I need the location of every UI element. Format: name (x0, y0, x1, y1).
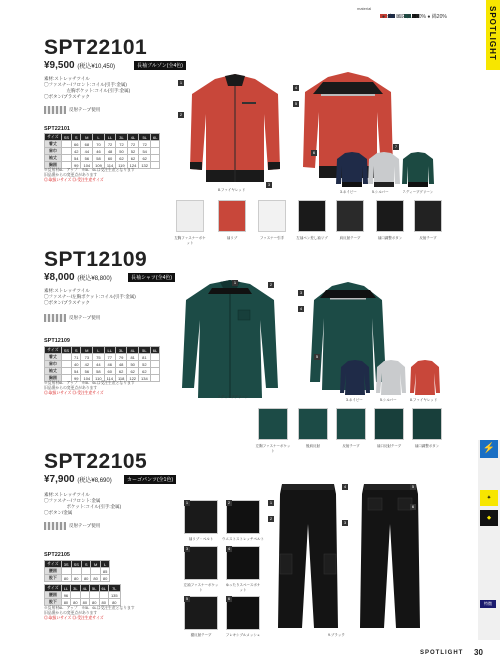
p2-color-label: 7.ディープグリーン (218, 395, 249, 399)
product-3-spec (44, 492, 121, 516)
p2-detail-label: 後肩反射 (306, 444, 320, 448)
callout-2: 2 (179, 112, 183, 117)
p2-tape-label: 反射テープ使用 (69, 315, 101, 320)
p1-detail-label: ファスナー引手 (259, 236, 285, 240)
product-2-type: 長袖シャツ(全4色) (128, 273, 175, 282)
p1-note: 旧品番からの変更点があります (44, 173, 98, 177)
callout-4: 4 (294, 85, 298, 90)
p2-color-silver (376, 360, 406, 396)
material-label: material (357, 6, 372, 11)
side-badge-black: ◆ (480, 510, 498, 526)
p1-detail-label: 袖リブ (226, 236, 238, 240)
p1-detail-label: 左袖ペン差し袖リブ (296, 236, 328, 240)
p1-color-label: 8.ファイヤレッド (218, 188, 246, 192)
callout-7: 7 (394, 144, 398, 149)
p3-spec-line: 素材:ストレッチツイル (44, 492, 90, 497)
p2-color-label: 3.ネイビー (346, 398, 363, 402)
p2-detail-label: 袖口調整ボタン (414, 444, 440, 448)
p3-detail-label: ウエストストレッチベルト (222, 537, 264, 541)
p1-detail-label: 肩反射テープ (339, 236, 361, 240)
product-2-price (44, 272, 112, 283)
side-feature-tag (480, 600, 496, 608)
callout-1: 1 (269, 500, 273, 505)
p3-tape-label: 反射テープ使用 (69, 523, 101, 528)
reflective-tape-icon (44, 106, 66, 114)
p1-color-label: 7.ディープグリーン (403, 190, 434, 194)
material-header (357, 6, 371, 11)
p2-detail-label: 反射テープ (342, 444, 360, 448)
product-1-price (44, 60, 115, 71)
footer-brand-label: SPOTLIGHT (420, 650, 464, 656)
product-3-type: カーゴパンツ(全1色) (124, 475, 176, 484)
callout-1: 1 (233, 280, 237, 285)
product-2-price-value: ¥8,000 (44, 272, 75, 283)
p1-color-label: 3.ネイビー (340, 190, 357, 194)
product-3-model: SPT22105 (44, 450, 148, 473)
callout-5: 5 (315, 354, 319, 359)
product-3-price-value: ¥7,900 (44, 474, 75, 485)
p2-spec-line: ◯ファスナー/左胸ポケット:コイル(引手:金属) (44, 294, 136, 299)
p3-note-red: ◎:取扱いサイズ ◎:受注生産サイズ (44, 616, 104, 620)
callout-1: 1 (185, 500, 189, 505)
callout-6: 6 (312, 150, 316, 155)
callout-3: 3 (185, 546, 189, 551)
p1-color-green (402, 152, 434, 188)
p3-spec-line: ◯ファスナー/フロント:金属 (44, 498, 101, 503)
callout-4: 4 (299, 306, 303, 311)
p1-detail-7 (414, 200, 442, 232)
p2-color-label: 8.ファイヤレッド (410, 398, 438, 402)
callout-3: 3 (299, 290, 303, 295)
product-3-price-tax: (税込¥8,690) (77, 478, 112, 484)
callout-5: 5 (411, 484, 415, 489)
callout-2: 2 (227, 500, 231, 505)
p1-jacket-front (190, 74, 280, 186)
callout-4: 4 (227, 546, 231, 551)
product-1-spec (44, 76, 130, 100)
p1-detail-4 (298, 200, 326, 232)
p2-shirt-front (182, 280, 278, 400)
p2-size-table: サイズ SS S M L LL 3L 4L 5L 6L 着丈 71 73 75 77 79 81 81 肩巾 40 42 44 46 48 50 52 袖丈 54 56 58 60 62 62 62 胸囲 99 104 110 114 118 122 134 (44, 346, 160, 382)
reflective-tape-icon (44, 314, 66, 322)
p1-detail-label: 左胸ファスナーポケット (174, 236, 206, 245)
material-composition: ● ポリエステル80% ● 綿20% (382, 14, 447, 20)
footer-brand (420, 650, 463, 656)
product-2-price-tax: (税込¥8,800) (77, 276, 112, 282)
p3-size-table-2: サイズ LL 3L 4L 5L 6L 7L 腰囲 96 135 股下 80 80 80 80 80 80 (44, 584, 121, 606)
p1-color-label: 5.シルバー (372, 190, 389, 194)
p1-spec-line: 左胸ポケット:コイル(引手:金属) (44, 88, 131, 93)
reflective-tape-icon (44, 522, 66, 530)
product-1-model: SPT22101 (44, 36, 148, 59)
p3-spec-line: ポケット:コイル(引手:金属) (44, 504, 122, 509)
p3-notes (44, 606, 135, 621)
product-1-price-value: ¥9,500 (44, 60, 75, 71)
product-1-tape (44, 106, 100, 114)
p2-detail-1 (258, 408, 288, 440)
p2-note-red: ◎:取扱いサイズ ◎:受注生産サイズ (44, 391, 104, 395)
p2-note: ※反射材6Lアップ ※5L6Lは受注生産となります (44, 381, 135, 385)
p2-detail-2 (298, 408, 328, 440)
p1-detail-label: 袖口調整ボタン (377, 236, 403, 240)
p3-detail-label: 袖リブ・ベルト (188, 537, 214, 541)
p1-spec-line: 素材:ストレッチツイル (44, 76, 90, 81)
p3-spec-line: ◯ボタン/金属 (44, 510, 73, 515)
p2-color-navy (340, 360, 370, 396)
p2-detail-3 (336, 408, 366, 440)
p1-note: ※反射材6Lアップ ※5L6Lは受注生産となります (44, 168, 135, 172)
p1-detail-2 (218, 200, 246, 232)
p2-spec-line: ◯ボタン/プラスチック (44, 300, 90, 305)
p2-detail-4 (374, 408, 404, 440)
callout-5: 5 (294, 101, 298, 106)
p3-note: ※反射材6Lアップ ※5L6Lは受注生産となります (44, 606, 135, 610)
p2-color-label: 5.シルバー (380, 398, 397, 402)
callout-5: 5 (185, 596, 189, 601)
p1-note-red: ◎:取扱いサイズ ◎:受注生産サイズ (44, 178, 104, 182)
p1-spec-line: ◯ボタン/プラスチック (44, 94, 90, 99)
p1-size-code: SPT22101 (44, 126, 70, 132)
p1-detail-label: 反射テープ (419, 236, 437, 240)
p3-detail-label: 左袖ファスナーポケット (183, 583, 219, 592)
callout-2: 2 (269, 516, 273, 521)
product-2-model: SPT12109 (44, 248, 148, 271)
product-3-price (44, 474, 112, 485)
p1-detail-1 (176, 200, 204, 232)
p2-note: 旧品番からの変更点があります (44, 386, 98, 390)
material-polyester: ポリエステル80% (386, 14, 426, 20)
p3-pants-front (278, 484, 338, 630)
side-badge-yellow: ✦ (480, 490, 498, 506)
p2-detail-5 (412, 408, 442, 440)
material-cotton: 綿20% (431, 14, 447, 20)
product-3-tape (44, 522, 100, 530)
product-2-tape (44, 314, 100, 322)
p3-size-table-1: サイズ 3S SS S M L 腰囲 85 股下 80 80 80 80 80 (44, 560, 110, 582)
p3-note: 旧品番からの変更点があります (44, 611, 98, 615)
brand-side-tab (486, 0, 500, 70)
product-1-type: 長袖ブルゾン(全4色) (134, 61, 186, 70)
p1-size-table: サイズ SS S M L LL 3L 4L 5L 6L 着丈 66 68 70 72 72 72 72 肩巾 42 44 46 48 50 52 54 袖丈 54 56 58 60 62 62 62 胸囲 99 104 109 114 119 124 132 (44, 133, 160, 169)
callout-1: 1 (179, 80, 183, 85)
side-badge-blue: ⚡ (480, 440, 498, 458)
callout-2: 2 (269, 282, 273, 287)
p2-detail-label: 左胸ファスナーポケット (255, 444, 291, 453)
page-number: 30 (474, 648, 483, 657)
product-2-spec (44, 288, 136, 306)
product-1-price-tax: (税込¥10,450) (77, 64, 116, 70)
p3-color-label: 9.ブラック (328, 633, 345, 637)
p2-spec-line: 素材:ストレッチツイル (44, 288, 90, 293)
p2-detail-label: 袖口反射テープ (376, 444, 402, 448)
callout-6: 6 (411, 504, 415, 509)
p2-size-code: SPT12109 (44, 338, 70, 344)
p2-notes (44, 381, 135, 396)
p1-detail-6 (376, 200, 404, 232)
p1-notes (44, 168, 135, 183)
side-strip (478, 440, 500, 640)
p1-color-silver (368, 152, 400, 188)
p3-detail-label: 裾反射テープ (190, 633, 212, 637)
callout-4: 4 (343, 484, 347, 489)
p1-tape-label: 反射テープ使用 (69, 107, 101, 112)
p3-detail-label: フレキシブルメッシュ (225, 633, 261, 637)
p3-size-code: SPT22105 (44, 552, 70, 558)
p3-detail-label: ゆったりスペースポケット (225, 583, 261, 592)
brand-side-tab-label: SPOTLIGHT (488, 6, 497, 61)
callout-3: 3 (267, 182, 271, 187)
p1-detail-5 (336, 200, 364, 232)
p2-color-red (410, 360, 440, 396)
p1-color-navy (336, 152, 368, 188)
callout-3: 3 (343, 520, 347, 525)
p1-detail-3 (258, 200, 286, 232)
p1-spec-line: ◯ファスナー/フロント:コイル(引手:金属) (44, 82, 127, 87)
callout-6: 6 (227, 596, 231, 601)
side-tag-label: 特徴 (484, 601, 492, 606)
